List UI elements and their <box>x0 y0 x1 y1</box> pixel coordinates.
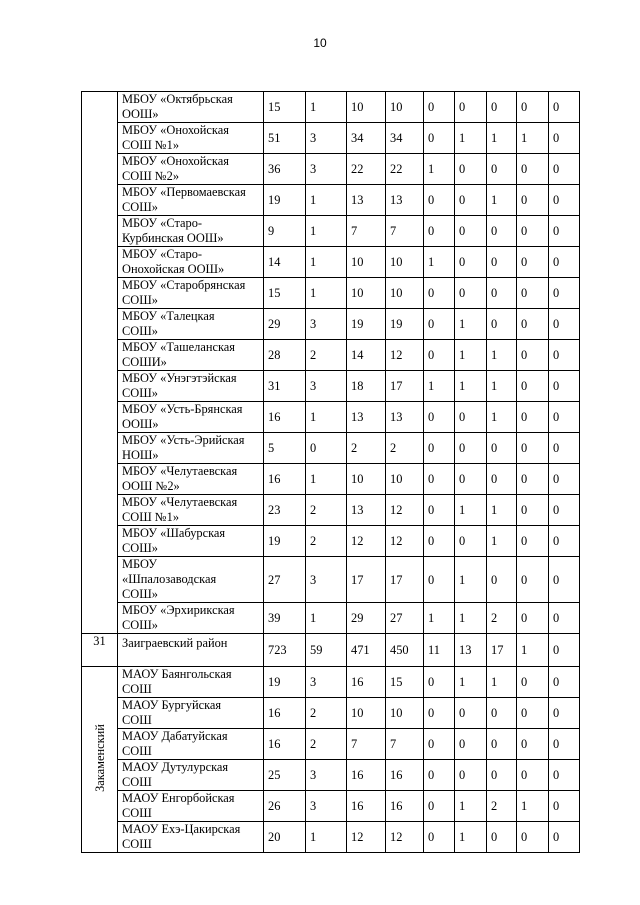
value-cell: 0 <box>517 278 549 309</box>
value-cell: 0 <box>487 433 517 464</box>
value-cell: 0 <box>517 526 549 557</box>
value-cell: 29 <box>264 309 306 340</box>
value-cell: 1 <box>487 526 517 557</box>
value-cell: 0 <box>424 433 455 464</box>
value-cell: 51 <box>264 123 306 154</box>
value-cell: 2 <box>306 340 347 371</box>
value-cell: 2 <box>306 698 347 729</box>
value-cell: 13 <box>347 402 386 433</box>
value-cell: 29 <box>347 603 386 634</box>
school-name-cell: МБОУ «Ташеланская СОШИ» <box>118 340 264 371</box>
value-cell: 27 <box>386 603 424 634</box>
school-name-cell: МБОУ «Усть-Брянская ООШ» <box>118 402 264 433</box>
school-name-cell: МБОУ «Первомаевская СОШ» <box>118 185 264 216</box>
value-cell: 0 <box>487 557 517 603</box>
table-row <box>82 92 580 123</box>
total-value-cell: 723 <box>264 634 306 667</box>
value-cell: 10 <box>386 278 424 309</box>
value-cell: 0 <box>517 433 549 464</box>
school-name-cell: МБОУ «Старобрянская СОШ» <box>118 278 264 309</box>
value-cell: 0 <box>455 185 487 216</box>
value-cell: 0 <box>517 340 549 371</box>
total-value-cell: 471 <box>347 634 386 667</box>
value-cell: 0 <box>549 433 580 464</box>
value-cell: 0 <box>517 247 549 278</box>
district-label: Закаменский <box>92 724 107 793</box>
value-cell: 31 <box>264 371 306 402</box>
value-cell: 12 <box>386 526 424 557</box>
value-cell: 0 <box>487 154 517 185</box>
table-row <box>82 557 580 603</box>
value-cell: 0 <box>517 309 549 340</box>
table-row <box>82 340 580 371</box>
school-name-cell: МБОУ «Шабурская СОШ» <box>118 526 264 557</box>
school-name-cell: МАОУ Дабатуйская СОШ <box>118 729 264 760</box>
school-name-cell: МБОУ «Старо- Онохойская ООШ» <box>118 247 264 278</box>
value-cell: 1 <box>455 603 487 634</box>
value-cell: 26 <box>264 791 306 822</box>
value-cell: 0 <box>424 760 455 791</box>
value-cell: 0 <box>549 185 580 216</box>
value-cell: 17 <box>347 557 386 603</box>
value-cell: 0 <box>424 92 455 123</box>
value-cell: 0 <box>517 371 549 402</box>
page-number: 10 <box>313 36 327 50</box>
value-cell: 0 <box>424 309 455 340</box>
school-name-cell: МАОУ Ехэ-Цакирская СОШ <box>118 822 264 853</box>
school-name-cell: МБОУ «Талецкая СОШ» <box>118 309 264 340</box>
value-cell: 0 <box>517 495 549 526</box>
value-cell: 0 <box>455 402 487 433</box>
value-cell: 1 <box>306 185 347 216</box>
value-cell: 0 <box>424 216 455 247</box>
value-cell: 0 <box>549 667 580 698</box>
value-cell: 1 <box>487 123 517 154</box>
value-cell: 0 <box>517 557 549 603</box>
value-cell: 0 <box>549 698 580 729</box>
value-cell: 0 <box>517 402 549 433</box>
value-cell: 15 <box>264 278 306 309</box>
total-value-cell: 1 <box>517 634 549 667</box>
table-row <box>82 278 580 309</box>
value-cell: 0 <box>455 433 487 464</box>
value-cell: 13 <box>347 495 386 526</box>
value-cell: 2 <box>487 791 517 822</box>
value-cell: 1 <box>306 402 347 433</box>
value-cell: 2 <box>306 495 347 526</box>
value-cell: 0 <box>517 760 549 791</box>
value-cell: 1 <box>517 791 549 822</box>
value-cell: 1 <box>487 371 517 402</box>
table-row <box>82 247 580 278</box>
value-cell: 16 <box>264 729 306 760</box>
school-name-cell: МБОУ «Старо- Курбинская ООШ» <box>118 216 264 247</box>
school-statistics-table <box>81 91 580 853</box>
value-cell: 20 <box>264 822 306 853</box>
value-cell: 0 <box>455 278 487 309</box>
value-cell: 0 <box>455 247 487 278</box>
table-row <box>82 154 580 185</box>
value-cell: 1 <box>455 557 487 603</box>
table-row <box>82 123 580 154</box>
value-cell: 0 <box>517 603 549 634</box>
value-cell: 0 <box>549 557 580 603</box>
table-row <box>82 760 580 791</box>
value-cell: 3 <box>306 557 347 603</box>
value-cell: 3 <box>306 791 347 822</box>
value-cell: 0 <box>517 216 549 247</box>
value-cell: 0 <box>517 464 549 495</box>
value-cell: 10 <box>386 464 424 495</box>
value-cell: 0 <box>549 371 580 402</box>
school-name-cell: МАОУ Баянгольская СОШ <box>118 667 264 698</box>
value-cell: 0 <box>487 698 517 729</box>
value-cell: 0 <box>424 557 455 603</box>
value-cell: 0 <box>517 154 549 185</box>
value-cell: 0 <box>455 698 487 729</box>
value-cell: 12 <box>347 822 386 853</box>
value-cell: 0 <box>487 216 517 247</box>
school-name-cell: МБОУ «Онохойская СОШ №2» <box>118 154 264 185</box>
value-cell: 0 <box>455 729 487 760</box>
value-cell: 0 <box>549 526 580 557</box>
district-index-cell: 31 <box>82 634 118 667</box>
value-cell: 1 <box>306 92 347 123</box>
value-cell: 0 <box>549 464 580 495</box>
value-cell: 1 <box>306 247 347 278</box>
value-cell: 2 <box>487 603 517 634</box>
value-cell: 19 <box>264 526 306 557</box>
value-cell: 1 <box>455 340 487 371</box>
value-cell: 0 <box>424 185 455 216</box>
table-row <box>82 526 580 557</box>
group-2-district-cell <box>82 667 118 853</box>
value-cell: 1 <box>455 309 487 340</box>
value-cell: 1 <box>455 371 487 402</box>
table-row <box>82 309 580 340</box>
school-name-cell: МБОУ «Челутаевская СОШ №1» <box>118 495 264 526</box>
school-name-cell: МАОУ Бургуйская СОШ <box>118 698 264 729</box>
value-cell: 0 <box>424 495 455 526</box>
value-cell: 25 <box>264 760 306 791</box>
value-cell: 3 <box>306 123 347 154</box>
table-row <box>82 729 580 760</box>
value-cell: 12 <box>347 526 386 557</box>
value-cell: 0 <box>455 526 487 557</box>
value-cell: 17 <box>386 371 424 402</box>
school-name-cell: МБОУ «Усть-Эрийская НОШ» <box>118 433 264 464</box>
value-cell: 0 <box>549 822 580 853</box>
value-cell: 16 <box>347 760 386 791</box>
table-row <box>82 822 580 853</box>
value-cell: 1 <box>306 464 347 495</box>
total-value-cell: 0 <box>549 634 580 667</box>
value-cell: 1 <box>424 247 455 278</box>
value-cell: 3 <box>306 309 347 340</box>
value-cell: 0 <box>517 698 549 729</box>
value-cell: 36 <box>264 154 306 185</box>
value-cell: 10 <box>347 698 386 729</box>
value-cell: 0 <box>487 247 517 278</box>
value-cell: 1 <box>306 216 347 247</box>
value-cell: 34 <box>347 123 386 154</box>
value-cell: 1 <box>306 822 347 853</box>
value-cell: 1 <box>424 371 455 402</box>
value-cell: 2 <box>386 433 424 464</box>
value-cell: 0 <box>549 154 580 185</box>
value-cell: 0 <box>424 791 455 822</box>
value-cell: 1 <box>455 822 487 853</box>
value-cell: 1 <box>487 185 517 216</box>
value-cell: 34 <box>386 123 424 154</box>
value-cell: 0 <box>517 185 549 216</box>
value-cell: 19 <box>264 185 306 216</box>
group-1-district-cell <box>82 92 118 634</box>
value-cell: 0 <box>517 92 549 123</box>
value-cell: 17 <box>386 557 424 603</box>
value-cell: 1 <box>424 154 455 185</box>
value-cell: 2 <box>306 729 347 760</box>
table-row <box>82 603 580 634</box>
value-cell: 39 <box>264 603 306 634</box>
school-name-cell: МБОУ «Шпалозаводская СОШ» <box>118 557 264 603</box>
value-cell: 7 <box>386 216 424 247</box>
value-cell: 3 <box>306 371 347 402</box>
value-cell: 7 <box>347 729 386 760</box>
value-cell: 0 <box>424 464 455 495</box>
value-cell: 7 <box>347 216 386 247</box>
value-cell: 0 <box>424 340 455 371</box>
value-cell: 0 <box>549 729 580 760</box>
value-cell: 3 <box>306 667 347 698</box>
value-cell: 16 <box>386 760 424 791</box>
table-row <box>82 464 580 495</box>
value-cell: 1 <box>455 791 487 822</box>
value-cell: 3 <box>306 760 347 791</box>
value-cell: 0 <box>424 402 455 433</box>
value-cell: 0 <box>455 760 487 791</box>
total-value-cell: 450 <box>386 634 424 667</box>
value-cell: 14 <box>347 340 386 371</box>
value-cell: 0 <box>424 667 455 698</box>
value-cell: 9 <box>264 216 306 247</box>
value-cell: 14 <box>264 247 306 278</box>
value-cell: 12 <box>386 340 424 371</box>
value-cell: 0 <box>549 402 580 433</box>
value-cell: 13 <box>386 402 424 433</box>
school-name-cell: МБОУ «Унэгэтэйская СОШ» <box>118 371 264 402</box>
value-cell: 0 <box>517 822 549 853</box>
value-cell: 0 <box>549 309 580 340</box>
total-value-cell: 59 <box>306 634 347 667</box>
value-cell: 0 <box>424 278 455 309</box>
value-cell: 0 <box>455 154 487 185</box>
value-cell: 1 <box>455 667 487 698</box>
value-cell: 0 <box>549 92 580 123</box>
school-name-cell: МБОУ «Челутаевская ООШ №2» <box>118 464 264 495</box>
value-cell: 1 <box>306 603 347 634</box>
value-cell: 1 <box>487 495 517 526</box>
value-cell: 0 <box>549 760 580 791</box>
school-name-cell: МБОУ «Онохойская СОШ №1» <box>118 123 264 154</box>
value-cell: 2 <box>306 526 347 557</box>
value-cell: 1 <box>487 402 517 433</box>
value-cell: 27 <box>264 557 306 603</box>
school-name-cell: МАОУ Дутулурская СОШ <box>118 760 264 791</box>
value-cell: 0 <box>455 464 487 495</box>
value-cell: 0 <box>487 309 517 340</box>
value-cell: 28 <box>264 340 306 371</box>
value-cell: 0 <box>487 729 517 760</box>
value-cell: 19 <box>264 667 306 698</box>
value-cell: 10 <box>347 247 386 278</box>
total-value-cell: 13 <box>455 634 487 667</box>
value-cell: 12 <box>386 822 424 853</box>
value-cell: 0 <box>306 433 347 464</box>
value-cell: 0 <box>487 278 517 309</box>
value-cell: 22 <box>347 154 386 185</box>
school-name-cell: МАОУ Енгорбойская СОШ <box>118 791 264 822</box>
value-cell: 1 <box>487 667 517 698</box>
value-cell: 1 <box>306 278 347 309</box>
value-cell: 10 <box>347 278 386 309</box>
value-cell: 19 <box>386 309 424 340</box>
table-row <box>82 185 580 216</box>
table-row <box>82 371 580 402</box>
value-cell: 16 <box>347 667 386 698</box>
value-cell: 16 <box>264 464 306 495</box>
value-cell: 0 <box>549 340 580 371</box>
value-cell: 22 <box>386 154 424 185</box>
value-cell: 19 <box>347 309 386 340</box>
value-cell: 1 <box>517 123 549 154</box>
value-cell: 23 <box>264 495 306 526</box>
district-total-row <box>82 634 580 667</box>
value-cell: 18 <box>347 371 386 402</box>
value-cell: 0 <box>424 526 455 557</box>
value-cell: 0 <box>549 216 580 247</box>
value-cell: 13 <box>386 185 424 216</box>
value-cell: 0 <box>487 760 517 791</box>
value-cell: 16 <box>264 698 306 729</box>
value-cell: 0 <box>549 247 580 278</box>
value-cell: 10 <box>386 247 424 278</box>
value-cell: 0 <box>424 729 455 760</box>
value-cell: 5 <box>264 433 306 464</box>
table-row <box>82 402 580 433</box>
value-cell: 7 <box>386 729 424 760</box>
value-cell: 0 <box>549 123 580 154</box>
value-cell: 0 <box>455 92 487 123</box>
value-cell: 1 <box>424 603 455 634</box>
value-cell: 0 <box>549 278 580 309</box>
value-cell: 0 <box>424 698 455 729</box>
value-cell: 12 <box>386 495 424 526</box>
value-cell: 10 <box>347 92 386 123</box>
value-cell: 0 <box>549 603 580 634</box>
value-cell: 0 <box>424 123 455 154</box>
value-cell: 0 <box>517 729 549 760</box>
district-name-cell: Заиграевский район <box>118 634 264 667</box>
value-cell: 0 <box>487 464 517 495</box>
value-cell: 10 <box>386 698 424 729</box>
table-row <box>82 667 580 698</box>
table-row <box>82 791 580 822</box>
table-row <box>82 433 580 464</box>
value-cell: 0 <box>487 92 517 123</box>
value-cell: 0 <box>424 822 455 853</box>
value-cell: 0 <box>487 822 517 853</box>
table-row <box>82 495 580 526</box>
value-cell: 15 <box>264 92 306 123</box>
value-cell: 1 <box>455 123 487 154</box>
value-cell: 0 <box>549 495 580 526</box>
total-value-cell: 11 <box>424 634 455 667</box>
value-cell: 10 <box>386 92 424 123</box>
value-cell: 16 <box>264 402 306 433</box>
value-cell: 0 <box>455 216 487 247</box>
value-cell: 1 <box>455 495 487 526</box>
value-cell: 2 <box>347 433 386 464</box>
value-cell: 1 <box>487 340 517 371</box>
value-cell: 16 <box>347 791 386 822</box>
value-cell: 13 <box>347 185 386 216</box>
table-row <box>82 216 580 247</box>
value-cell: 0 <box>517 667 549 698</box>
value-cell: 16 <box>386 791 424 822</box>
value-cell: 3 <box>306 154 347 185</box>
table-row <box>82 698 580 729</box>
total-value-cell: 17 <box>487 634 517 667</box>
value-cell: 15 <box>386 667 424 698</box>
school-name-cell: МБОУ «Октябрьская ООШ» <box>118 92 264 123</box>
value-cell: 10 <box>347 464 386 495</box>
school-name-cell: МБОУ «Эрхирикская СОШ» <box>118 603 264 634</box>
value-cell: 0 <box>549 791 580 822</box>
